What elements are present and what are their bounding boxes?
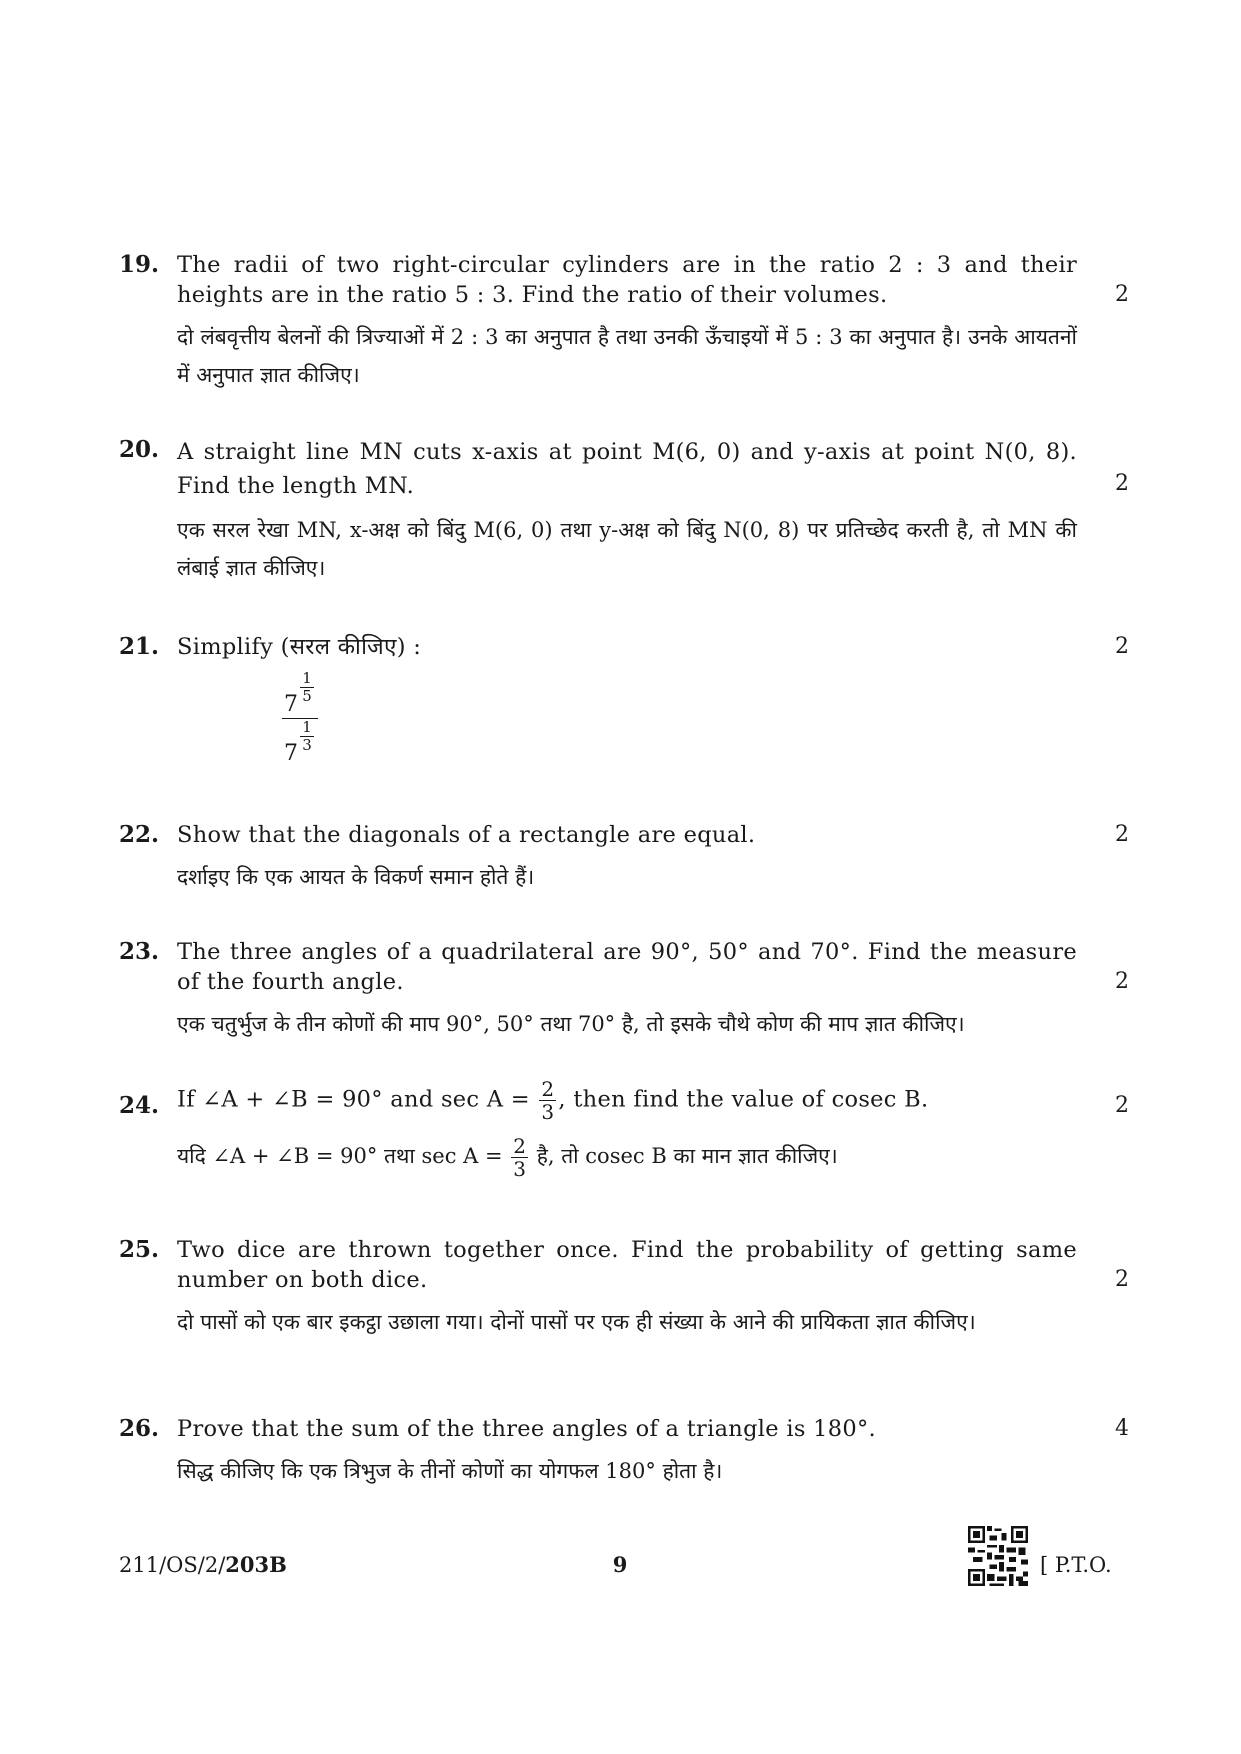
question-25 xyxy=(119,1235,1129,1341)
question-19 xyxy=(119,250,1129,394)
page-number: 9 xyxy=(612,1552,628,1577)
question-number: 19. xyxy=(119,251,160,278)
question-number: 23. xyxy=(119,938,160,965)
question-number: 22. xyxy=(119,821,160,848)
en-suffix: , then find the value of cosec B. xyxy=(558,1086,929,1113)
paper-code-bold: 203B xyxy=(225,1552,287,1577)
question-text-en: Two dice are thrown together once. Find the probability of getting same number on both dice. xyxy=(177,1237,1077,1293)
question-22 xyxy=(119,820,1129,896)
question-text-hi: दो पासों को एक बार इकट्ठा उछाला गया। दोनों पासों पर एक ही संख्या के आने की प्रायिकता ज्ञात कीजिए। xyxy=(177,1310,976,1334)
question-20 xyxy=(119,435,1129,587)
question-text-hi xyxy=(177,1135,1077,1180)
numerator-base: 7 xyxy=(284,692,298,717)
hi-suffix: है, तो cosec B का मान ज्ञात कीजिए। xyxy=(530,1144,838,1168)
question-text-en: Simplify (सरल कीजिए) : xyxy=(177,634,422,660)
marks: 2 xyxy=(1115,1267,1129,1292)
qr-code-icon xyxy=(968,1526,1028,1586)
sec-a-fraction xyxy=(511,1135,528,1180)
question-text-en: Prove that the sum of the three angles of a triangle is 180°. xyxy=(177,1416,877,1442)
marks: 2 xyxy=(1115,282,1129,307)
denominator-base: 7 xyxy=(284,741,298,766)
en-prefix: If ∠A + ∠B = 90° and sec A = xyxy=(177,1086,530,1113)
denominator-exponent xyxy=(300,719,314,754)
question-24 xyxy=(119,1078,1129,1180)
marks: 2 xyxy=(1115,969,1129,994)
question-text-en: A straight line MN cuts x-axis at point M(6, 0) and y-axis at point N(0, 8). Find the length MN. xyxy=(177,439,1077,499)
pto-label: [ P.T.O. xyxy=(1040,1553,1112,1577)
question-number: 24. xyxy=(119,1092,160,1119)
question-text-en: Show that the diagonals of a rectangle are equal. xyxy=(177,822,756,848)
question-text-en: The radii of two right-circular cylinders are in the ratio 2 : 3 and their heights are in the ratio 5 : 3. Find the ratio of their volumes. xyxy=(177,252,1077,308)
question-text-hi: दो लंबवृत्तीय बेलनों की त्रिज्याओं में 2 : 3 का अनुपात है तथा उनकी ऊँचाइयों में 5 : 3 का अनुपात है। उनके आयतनों में अनुपात ज्ञात कीजिए। xyxy=(177,325,1077,387)
question-number: 21. xyxy=(119,633,160,660)
simplify-expression xyxy=(282,669,318,766)
question-26 xyxy=(119,1414,1129,1490)
question-text-en xyxy=(177,1078,1077,1123)
question-text-hi: एक सरल रेखा MN, x-अक्ष को बिंदु M(6, 0) तथा y-अक्ष को बिंदु N(0, 8) पर प्रतिच्छेद करती है, तो MN की लंबाई ज्ञात कीजिए। xyxy=(177,518,1077,580)
question-text-hi: एक चतुर्भुज के तीन कोणों की माप 90°, 50° तथा 70° है, तो इसके चौथे कोण की माप ज्ञात कीजिए। xyxy=(177,1012,965,1036)
question-number: 20. xyxy=(119,436,160,463)
marks: 2 xyxy=(1115,471,1129,496)
exp-den: 5 xyxy=(302,687,312,705)
exp-num: 1 xyxy=(300,719,314,737)
marks: 2 xyxy=(1115,1093,1129,1118)
fraction-denominator: 3 xyxy=(541,1100,555,1124)
numerator-exponent xyxy=(300,670,314,705)
marks: 2 xyxy=(1115,634,1129,659)
paper-code xyxy=(119,1550,287,1580)
expression-numerator xyxy=(282,669,318,718)
question-text-en: The three angles of a quadrilateral are 90°, 50° and 70°. Find the measure of the fourth angle. xyxy=(177,939,1077,995)
question-number: 26. xyxy=(119,1415,160,1442)
hi-prefix: यदि ∠A + ∠B = 90° तथा sec A = xyxy=(177,1144,503,1168)
fraction-numerator: 2 xyxy=(513,1134,527,1158)
question-text-hi: दर्शाइए कि एक आयत के विकर्ण समान होते हैं। xyxy=(177,865,535,889)
exp-num: 1 xyxy=(300,670,314,688)
question-21 xyxy=(119,632,1129,662)
exp-den: 3 xyxy=(302,736,312,754)
sec-a-fraction xyxy=(539,1078,556,1123)
question-number: 25. xyxy=(119,1236,160,1263)
fraction-numerator: 2 xyxy=(541,1077,555,1101)
question-text-hi: सिद्ध कीजिए कि एक त्रिभुज के तीनों कोणों का योगफल 180° होता है। xyxy=(177,1459,723,1483)
fraction-denominator: 3 xyxy=(513,1157,527,1181)
expression-denominator xyxy=(282,719,318,765)
marks: 2 xyxy=(1115,822,1129,847)
marks: 4 xyxy=(1115,1416,1129,1441)
paper-code-prefix: 211/OS/2/ xyxy=(119,1553,226,1577)
question-23 xyxy=(119,937,1129,1043)
